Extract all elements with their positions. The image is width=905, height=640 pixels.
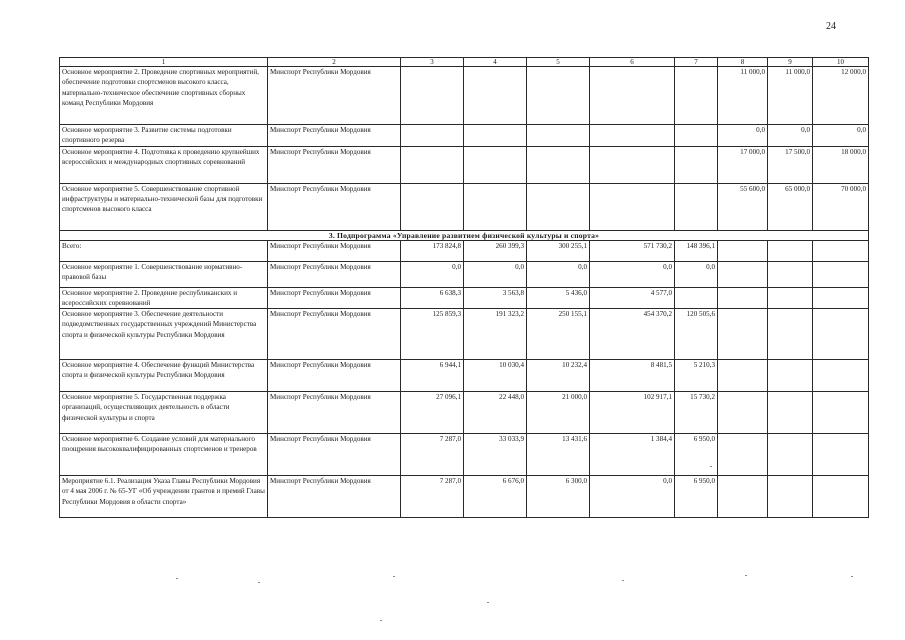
activity-name-cell: Основное мероприятие 5. Государственная поддержка организаций, осуществляющих деятельность в области физической культуры и спорта xyxy=(60,392,268,434)
header-cell: 5 xyxy=(527,58,590,67)
header-cell: 8 xyxy=(718,58,768,67)
amount-cell xyxy=(813,261,869,287)
activity-name-cell: Основное мероприятие 2. Проведение республиканских и всероссийских соревнований xyxy=(60,287,268,309)
amount-cell xyxy=(401,183,464,230)
amount-cell xyxy=(527,183,590,230)
table-row xyxy=(60,183,869,230)
amount-cell: 0,0 xyxy=(718,125,768,147)
amount-cell xyxy=(675,183,718,230)
scan-speck xyxy=(176,578,178,579)
amount-cell: 15 730,2 xyxy=(675,392,718,434)
amount-cell xyxy=(813,309,869,360)
header-cell: 2 xyxy=(268,58,401,67)
amount-cell xyxy=(718,309,768,360)
amount-cell xyxy=(401,125,464,147)
amount-cell xyxy=(768,360,813,392)
amount-cell: 12 000,0 xyxy=(813,67,869,125)
amount-cell: 0,0 xyxy=(813,125,869,147)
amount-cell: 11 000,0 xyxy=(768,67,813,125)
amount-cell: 120 505,6 xyxy=(675,309,718,360)
amount-cell: 27 096,1 xyxy=(401,392,464,434)
amount-cell: 22 448,0 xyxy=(464,392,527,434)
executor-cell: Минспорт Республики Мордовия xyxy=(268,125,401,147)
amount-cell xyxy=(718,392,768,434)
amount-cell: 0,0 xyxy=(464,261,527,287)
activity-name-cell: Всего: xyxy=(60,240,268,261)
activity-name-cell: Мероприятие 6.1. Реализация Указа Главы Республики Мордовия от 4 мая 2006 г. № 65-УГ «Об учреждении грантов и премий Главы Республики Мордовия в области спорта» xyxy=(60,476,268,518)
amount-cell xyxy=(768,476,813,518)
amount-cell xyxy=(813,392,869,434)
amount-cell: 13 431,6 xyxy=(527,434,590,476)
amount-cell xyxy=(401,146,464,183)
amount-cell xyxy=(590,183,675,230)
amount-cell xyxy=(590,67,675,125)
amount-cell: 260 399,3 xyxy=(464,240,527,261)
amount-cell: 250 155,1 xyxy=(527,309,590,360)
table-row xyxy=(60,240,869,261)
table-row xyxy=(60,67,869,125)
amount-cell xyxy=(813,360,869,392)
section-row xyxy=(60,230,869,240)
executor-cell: Минспорт Республики Мордовия xyxy=(268,360,401,392)
amount-cell: 0,0 xyxy=(590,261,675,287)
amount-cell: 21 000,0 xyxy=(527,392,590,434)
amount-cell: 7 287,0 xyxy=(401,476,464,518)
executor-cell: Минспорт Республики Мордовия xyxy=(268,261,401,287)
amount-cell xyxy=(464,183,527,230)
executor-cell: Минспорт Республики Мордовия xyxy=(268,392,401,434)
amount-cell xyxy=(768,287,813,309)
table-row xyxy=(60,434,869,476)
amount-cell xyxy=(464,67,527,125)
scan-speck xyxy=(851,576,853,577)
amount-cell xyxy=(718,261,768,287)
amount-cell: 0,0 xyxy=(527,261,590,287)
amount-cell: 125 859,3 xyxy=(401,309,464,360)
amount-cell: 102 917,1 xyxy=(590,392,675,434)
amount-cell xyxy=(718,360,768,392)
amount-cell xyxy=(401,67,464,125)
budget-table xyxy=(59,57,869,518)
executor-cell: Минспорт Республики Мордовия xyxy=(268,476,401,518)
table-row xyxy=(60,261,869,287)
amount-cell: 10 030,4 xyxy=(464,360,527,392)
amount-cell: 6 676,0 xyxy=(464,476,527,518)
amount-cell: 11 000,0 xyxy=(718,67,768,125)
amount-cell: 173 824,8 xyxy=(401,240,464,261)
scan-speck xyxy=(745,575,747,576)
amount-cell: 571 730,2 xyxy=(590,240,675,261)
table-row xyxy=(60,392,869,434)
amount-cell xyxy=(768,309,813,360)
amount-cell: 70 000,0 xyxy=(813,183,869,230)
amount-cell xyxy=(464,125,527,147)
scan-speck xyxy=(487,602,489,603)
amount-cell xyxy=(768,434,813,476)
table-row xyxy=(60,360,869,392)
amount-cell xyxy=(813,476,869,518)
table-row xyxy=(60,146,869,183)
executor-cell: Минспорт Республики Мордовия xyxy=(268,434,401,476)
amount-cell: 4 577,0 xyxy=(590,287,675,309)
amount-cell: 65 000,0 xyxy=(768,183,813,230)
amount-cell xyxy=(675,125,718,147)
amount-cell: 300 255,1 xyxy=(527,240,590,261)
amount-cell: 6 950,0 xyxy=(675,476,718,518)
amount-cell: 55 600,0 xyxy=(718,183,768,230)
amount-cell xyxy=(813,240,869,261)
amount-cell: 33 033,9 xyxy=(464,434,527,476)
amount-cell xyxy=(718,476,768,518)
header-cell: 6 xyxy=(590,58,675,67)
activity-name-cell: Основное мероприятие 6. Создание условий для материального поощрения высококвалифицированных спортсменов и тренеров xyxy=(60,434,268,476)
amount-cell: 148 396,1 xyxy=(675,240,718,261)
amount-cell xyxy=(813,287,869,309)
scan-speck xyxy=(258,582,260,583)
executor-cell: Минспорт Республики Мордовия xyxy=(268,183,401,230)
amount-cell: 5 436,0 xyxy=(527,287,590,309)
amount-cell: 10 232,4 xyxy=(527,360,590,392)
amount-cell xyxy=(768,240,813,261)
activity-name-cell: Основное мероприятие 3. Развитие системы подготовки спортивного резерва xyxy=(60,125,268,147)
amount-cell xyxy=(675,287,718,309)
header-cell: 4 xyxy=(464,58,527,67)
amount-cell xyxy=(768,392,813,434)
header-cell: 10 xyxy=(813,58,869,67)
amount-cell: 6 950,0 xyxy=(675,434,718,476)
amount-cell: 6 300,0 xyxy=(527,476,590,518)
table-row xyxy=(60,309,869,360)
section-title: 3. Подпрограмма «Управление развитием физической культуры и спорта» xyxy=(60,230,869,240)
table-row xyxy=(60,476,869,518)
amount-cell: 17 000,0 xyxy=(718,146,768,183)
table-row xyxy=(60,287,869,309)
activity-name-cell: Основное мероприятие 4. Обеспечение функций Министерства спорта и физической культуры Республики Мордовия xyxy=(60,360,268,392)
header-cell: 9 xyxy=(768,58,813,67)
executor-cell: Минспорт Республики Мордовия xyxy=(268,287,401,309)
amount-cell xyxy=(675,146,718,183)
table-body xyxy=(60,58,869,518)
activity-name-cell: Основное мероприятие 2. Проведение спортивных мероприятий, обеспечение подготовки спортсменов высокого класса, материально-техническое обеспечение спортивных сборных команд Республики Мордовия xyxy=(60,67,268,125)
amount-cell xyxy=(768,261,813,287)
amount-cell: 3 563,8 xyxy=(464,287,527,309)
amount-cell xyxy=(590,146,675,183)
amount-cell: 6 638,3 xyxy=(401,287,464,309)
amount-cell: 18 000,0 xyxy=(813,146,869,183)
amount-cell xyxy=(527,125,590,147)
amount-cell: 8 481,5 xyxy=(590,360,675,392)
executor-cell: Минспорт Республики Мордовия xyxy=(268,309,401,360)
activity-name-cell: Основное мероприятие 4. Подготовка к проведению крупнейших всероссийских и международных спортивных соревнований xyxy=(60,146,268,183)
amount-cell: 0,0 xyxy=(590,476,675,518)
amount-cell: 6 944,1 xyxy=(401,360,464,392)
scan-speck xyxy=(393,576,395,577)
amount-cell: 454 370,2 xyxy=(590,309,675,360)
amount-cell: 5 210,3 xyxy=(675,360,718,392)
amount-cell: 0,0 xyxy=(768,125,813,147)
activity-name-cell: Основное мероприятие 5. Совершенствование спортивной инфраструктуры и материально-технической базы для подготовки спортсменов высокого класса xyxy=(60,183,268,230)
header-cell: 7 xyxy=(675,58,718,67)
amount-cell: 191 323,2 xyxy=(464,309,527,360)
amount-cell xyxy=(718,240,768,261)
amount-cell xyxy=(464,146,527,183)
scan-speck xyxy=(622,580,624,581)
page-number: 24 xyxy=(826,21,836,32)
amount-cell: 17 500,0 xyxy=(768,146,813,183)
scan-speck xyxy=(380,620,382,621)
header-cell: 3 xyxy=(401,58,464,67)
table-row xyxy=(60,125,869,147)
header-cell: 1 xyxy=(60,58,268,67)
activity-name-cell: Основное мероприятие 1. Совершенствование нормативно-правовой базы xyxy=(60,261,268,287)
amount-cell: 1 384,4 xyxy=(590,434,675,476)
scan-speck xyxy=(710,466,712,467)
header-row xyxy=(60,58,869,67)
amount-cell xyxy=(590,125,675,147)
executor-cell: Минспорт Республики Мордовия xyxy=(268,240,401,261)
amount-cell xyxy=(718,287,768,309)
amount-cell xyxy=(675,67,718,125)
amount-cell xyxy=(527,67,590,125)
amount-cell: 0,0 xyxy=(401,261,464,287)
executor-cell: Минспорт Республики Мордовия xyxy=(268,67,401,125)
amount-cell: 0,0 xyxy=(675,261,718,287)
executor-cell: Минспорт Республики Мордовия xyxy=(268,146,401,183)
amount-cell: 7 287,0 xyxy=(401,434,464,476)
amount-cell xyxy=(718,434,768,476)
amount-cell xyxy=(527,146,590,183)
amount-cell xyxy=(813,434,869,476)
activity-name-cell: Основное мероприятие 3. Обеспечение деятельности подведомственных государственных учреждений Министерства спорта и физической культуры Республики Мордовия xyxy=(60,309,268,360)
